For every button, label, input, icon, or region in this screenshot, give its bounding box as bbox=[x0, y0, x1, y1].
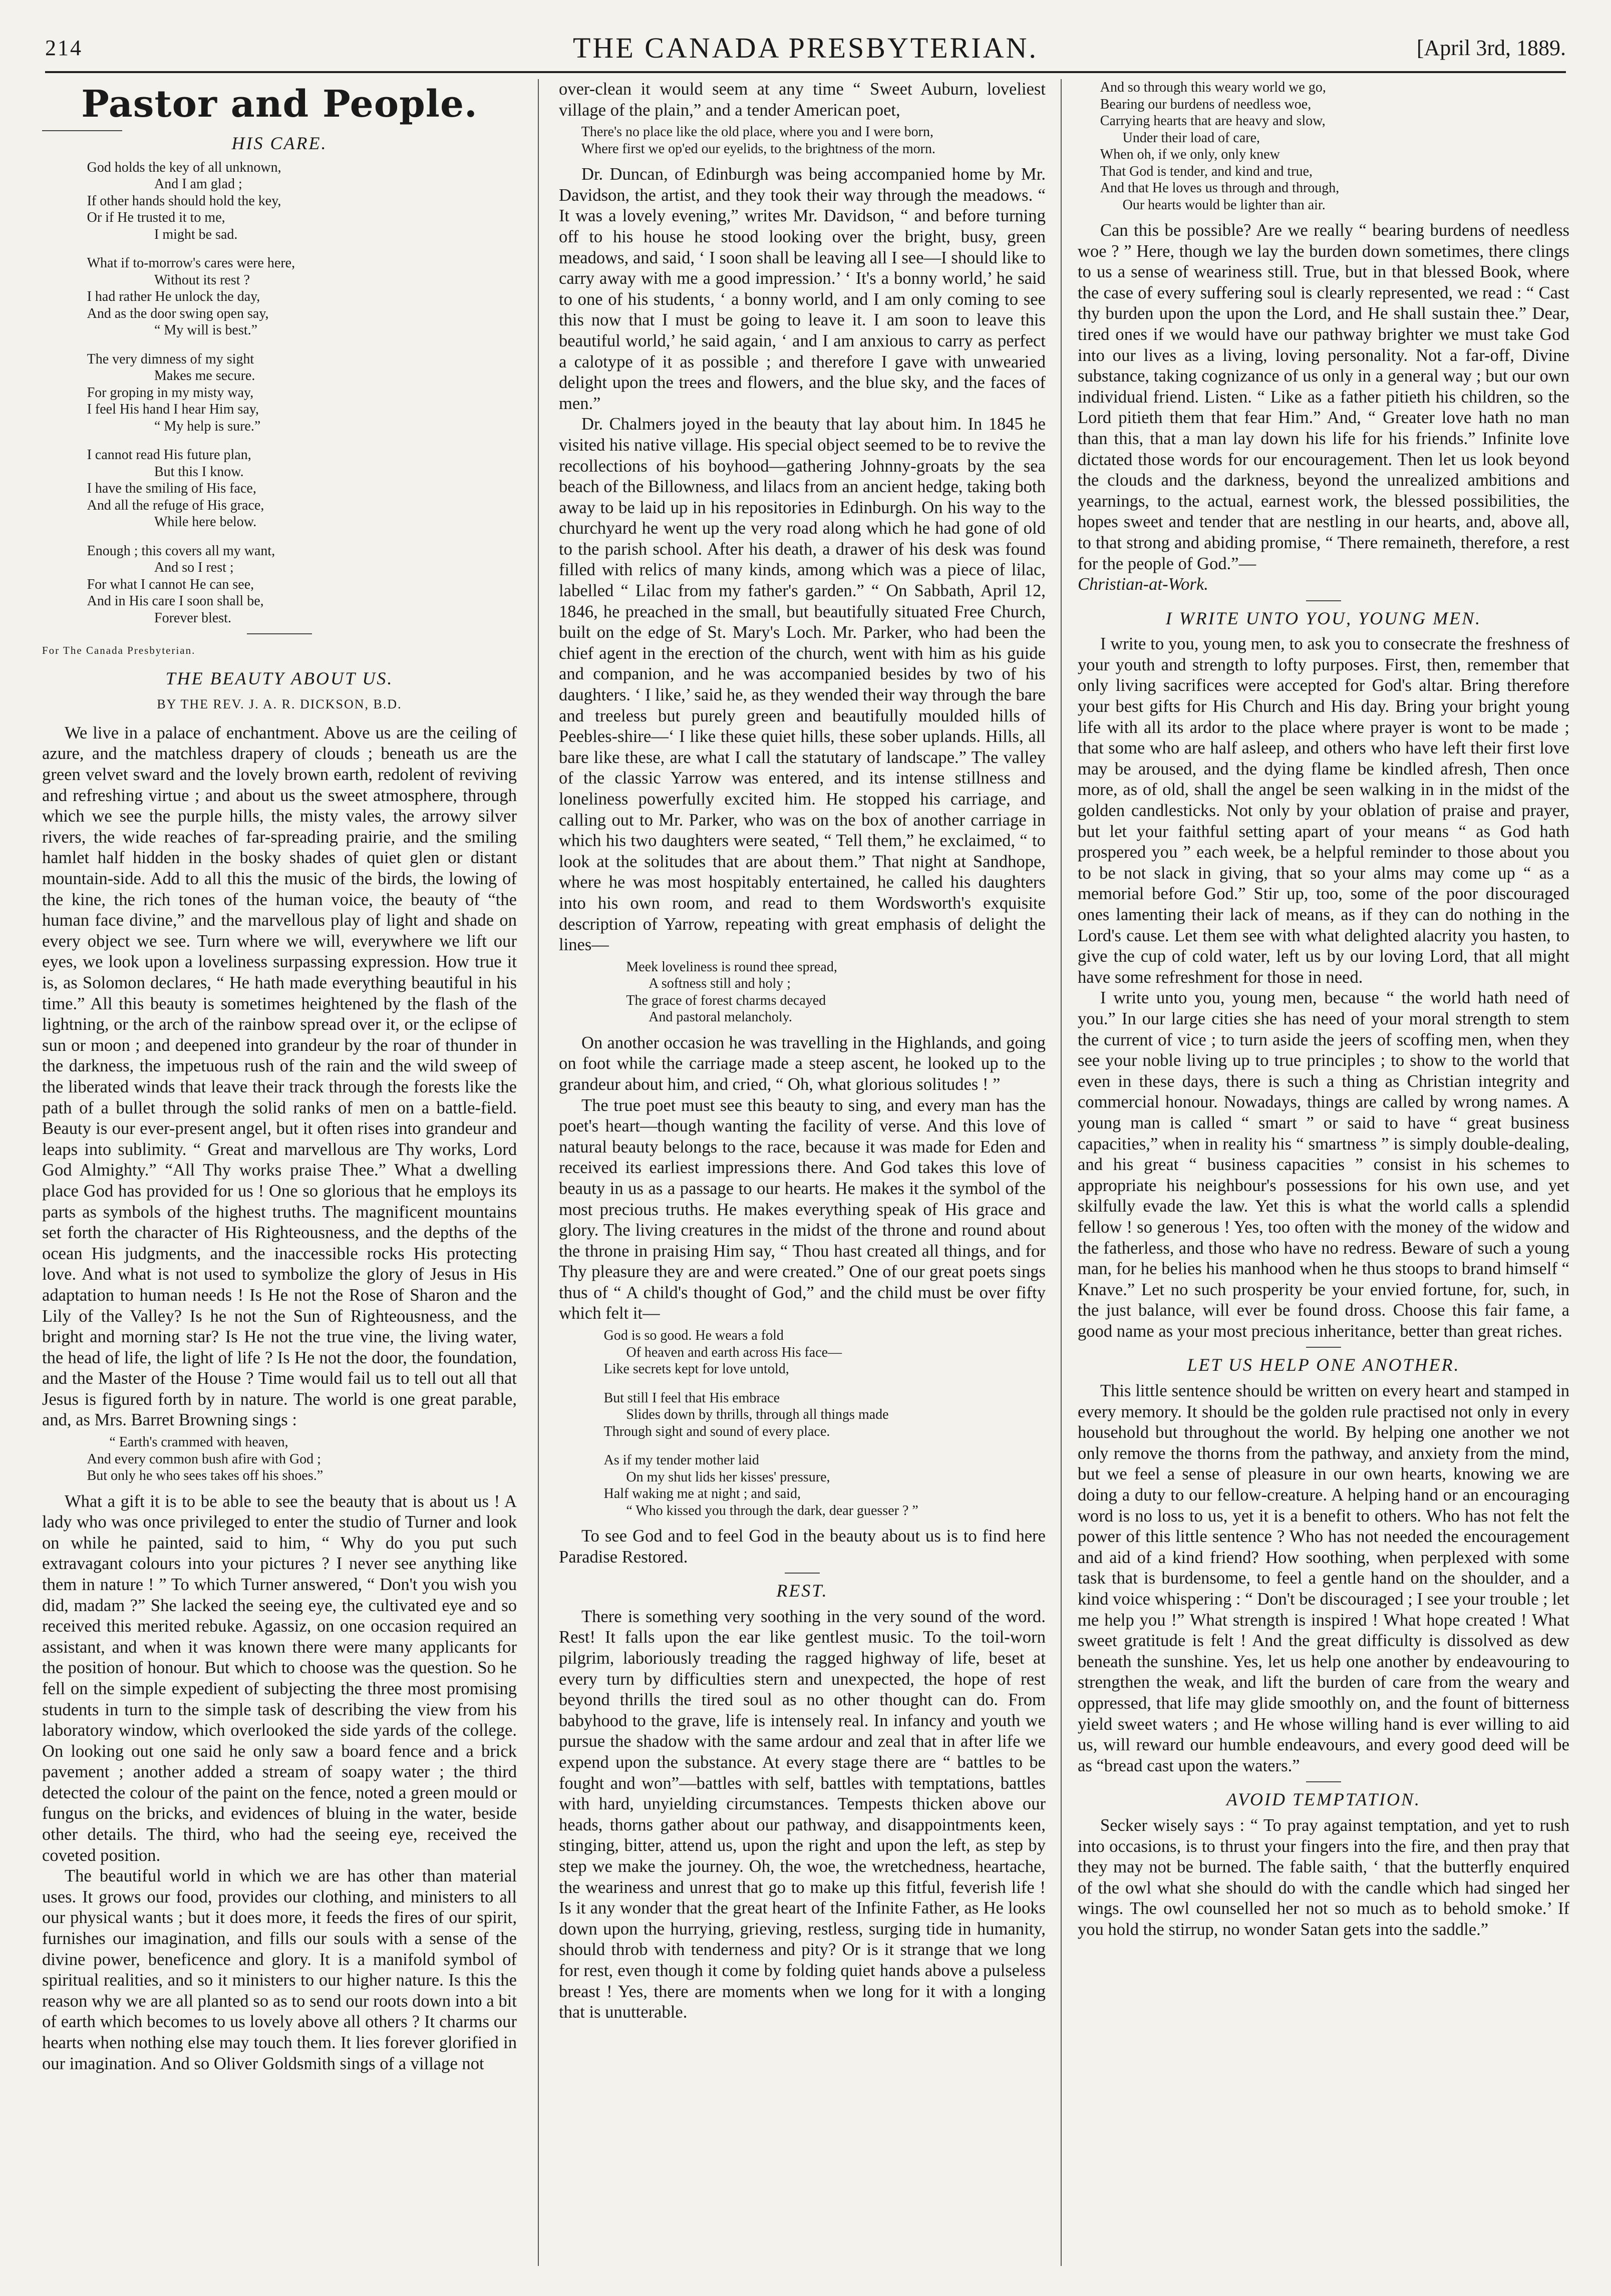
verse-line: Under their load of care, bbox=[1122, 130, 1260, 146]
verse-line: If other hands should hold the key, bbox=[87, 193, 281, 209]
article-title-his-care: HIS CARE. bbox=[231, 133, 328, 153]
verse-line: The grace of forest charms decayed bbox=[626, 992, 826, 1008]
verse-line: I might be sad. bbox=[154, 226, 238, 242]
verse-line: For what I cannot He can see, bbox=[87, 576, 254, 592]
verse-line: Carrying hearts that are heavy and slow, bbox=[1100, 113, 1326, 129]
page-number: 214 bbox=[45, 36, 83, 60]
verse-line: “ Who kissed you through the dark, dear guesser ? ” bbox=[626, 1502, 918, 1518]
verse-line: But only he who sees takes off his shoes.” bbox=[87, 1468, 324, 1484]
verse-line: But this I know. bbox=[154, 464, 244, 480]
verse-line: But still I feel that His embrace bbox=[603, 1390, 780, 1406]
verse-line: And in His care I soon shall be, bbox=[87, 593, 264, 609]
quote-yarrow bbox=[559, 959, 1046, 1026]
paragraph: over-clean it would seem at any time “ Sweet Auburn, loveliest village of the plain,” and a tender American poet, bbox=[559, 80, 1046, 120]
poem-his-care bbox=[42, 159, 517, 627]
column-1 bbox=[42, 79, 517, 2276]
paragraph: What a gift it is to be able to see the beauty that is about us ! A lady who was once privileged to enter the studio of Turner and look on while he painted, said to him, “ Why do you put such extravagant colours into your pictures ? I never see anything like them in nature ! ” To which Turner answered, “ Don't you wish you did, madam ?” She lacked the seeing eye, the cultivated eye and so received this merited rebuke. Agassiz, on one occasion required an assistant, and when it was known there were many applicants for the position of honour. But which to choose was the question. So he fell on the simple expedient of subjecting the three most promising students in turn to the simple task of describing the view from his laboratory window, which overlooked the side yards of the college. On looking out one said he only saw a board fence and a brick pavement ; another added a stream of soapy water ; the third detected the colour of the paint on the fence, noted a green mould or fungus on the bricks, and evidences of bluing in the water, beside other details. The third, who had the seeing eye, received the coveted position. bbox=[42, 1491, 517, 1865]
verse-line: I had rather He unlock the day, bbox=[87, 289, 260, 305]
paragraph: The beautiful world in which we are has other than material uses. It grows our food, provides our clothing, and ministers to all our physical wants ; but it does more, it feeds the fires of our spirit, furnishes our imagination, and fills our souls with a sense of the divine power, beneficence and glory. It is a manifold symbol of spiritual realities, and so it ministers to our higher nature. Is this the reason why we are all planted so as to send our roots down into a bit of earth which becomes to us lovely above all others ? It charms our hearts when nothing else may touch them. It lies forever glorified in our imagination. And so Oliver Goldsmith sings of a village not bbox=[42, 1866, 517, 2073]
verse-line: Without its rest ? bbox=[154, 272, 250, 288]
verse-line: Or if He trusted it to me, bbox=[87, 210, 225, 226]
divider bbox=[785, 1573, 820, 1574]
verse-line: Forever blest. bbox=[154, 610, 231, 626]
verse-line: And I am glad ; bbox=[154, 176, 242, 192]
article-title-rest: REST. bbox=[776, 1581, 828, 1601]
paragraph: This little sentence should be written on every heart and stamped in every memory. It should be the golden rule practised not only in every household but throughout the world. By helping one another we not only remove the thorns from the pathway, and anxiety from the mind, but we feel a sense of pleasure in our own hearts, knowing we are doing a duty to our fellow-creature. A helping hand or an encouraging word is no loss to us, yet it is a benefit to others. Who has not felt the power of this little sentence ? Who has not needed the encouragement and aid of a kind friend? How soothing, when perplexed with some task that is burdensome, to feel a gentle hand on the shoulder, and a kind voice whispering : “ Don't be discouraged ; I see your trouble ; let me help you !” What strength is inspired ! What hope created ! What sweet gratitude is felt ! And the great difficulty is dissolved as dew beneath the sunshine. Yes, let us help one another by endeavouring to strengthen the weak, and lift the burden of care from the weary and oppressed, that life may glide smoothly on, and the fount of bitterness yield sweet waters ; and He whose willing hand is ever willing to aid us, will reward our humble endeavours, and every good deed will be as “bread cast upon the waters.” bbox=[1078, 1381, 1569, 1775]
divider bbox=[1306, 1781, 1341, 1782]
header-rule bbox=[45, 71, 1566, 73]
verse-line: When oh, if we only, only knew bbox=[1100, 147, 1280, 162]
verse-line: Of heaven and earth across His face— bbox=[626, 1344, 842, 1360]
column-2 bbox=[559, 79, 1046, 2276]
article-title-young-men: I WRITE UNTO YOU, YOUNG MEN. bbox=[1165, 608, 1482, 628]
newspaper-title: THE CANADA PRESBYTERIAN. bbox=[573, 32, 1038, 64]
paragraph: To see God and to feel God in the beauty about us is to find here Paradise Restored. bbox=[559, 1526, 1046, 1567]
verse-line: Enough ; this covers all my want, bbox=[87, 543, 275, 559]
stanza-gap bbox=[42, 531, 517, 543]
verse-line: On my shut lids her kisses' pressure, bbox=[626, 1469, 830, 1485]
verse-line: God holds the key of all unknown, bbox=[87, 159, 281, 175]
verse-line: And so through this weary world we go, bbox=[1100, 80, 1326, 95]
verse-line: God is so good. He wears a fold bbox=[603, 1328, 784, 1344]
divider bbox=[247, 633, 312, 634]
verse-line: That God is tender, and kind and true, bbox=[1100, 163, 1313, 179]
issue-date: [April 3rd, 1889. bbox=[1416, 36, 1566, 60]
quote-browning bbox=[42, 1434, 517, 1484]
article-title-beauty: THE BEAUTY ABOUT US. bbox=[165, 668, 394, 688]
verse-line: Where first we op'ed our eyelids, to the brightness of the morn. bbox=[581, 141, 935, 157]
paragraph: I write to you, young men, to ask you to consecrate the freshness of your youth and strength to lofty purposes. First, then, remember that only living sacrifices were accepted for God's altar. Bring therefore your best gifts for His Church and His day. Bring your bright young life with all its ardor to the place where prayer is wont to be made ; that some who are half asleep, and others who have left their first love may be aroused, and the dying flame be kindled afresh, Then once more, as of old, shall the angel be seen walking in in the midst of the golden candlesticks. Not only by your oblation of praise and prayer, but let your faithful setting apart of your means “ as God hath prospered you ” each week, be a helpful reminder to those about you to be not slack in giving, that so your alms may come up “ as a memorial before God.” Stir up, too, some of the poor discouraged ones lamenting their lack of means, as if they can do nothing in the Lord's cause. Let them see with what delighted alacrity you hasten, to give the cup of cold water, left us by our loving Lord, that all might have some refreshment for those in need. bbox=[1078, 634, 1569, 987]
column-divider bbox=[538, 79, 539, 2266]
verse-line: Meek loveliness is round thee spread, bbox=[626, 959, 837, 975]
stanza-gap bbox=[42, 435, 517, 447]
verse-line: A softness still and holy ; bbox=[649, 976, 791, 992]
verse-line: For groping in my misty way, bbox=[87, 385, 254, 401]
paragraph: Secker wisely says : “ To pray against temptation, and yet to rush into occasions, is to thrust your fingers into the fire, and then pray that they may not be burned. The fable saith, ‘ that the butterfly enquired of the owl what she should do with the candle which had singed her wings. The owl counselled her not so much as to behold smoke.’ If you hold the stirrup, no wonder Satan gets into the saddle.” bbox=[1078, 1815, 1569, 1939]
stanza-gap bbox=[559, 1378, 1046, 1390]
verse-line: And pastoral melancholy. bbox=[649, 1009, 792, 1025]
stanza-gap bbox=[42, 339, 517, 351]
paragraph: On another occasion he was travelling in the Highlands, and going on foot while the carriage made a steep ascent, he looked up to the grandeur about him, and cried, “ Oh, what glorious solitudes ! ” bbox=[559, 1033, 1046, 1094]
quote-child-thought bbox=[559, 1327, 1046, 1519]
verse-line: “ My help is sure.” bbox=[154, 418, 261, 434]
paragraph: The true poet must see this beauty to sing, and every man has the poet's heart—though wanting the facility of verse. And this love of natural beauty belongs to the race, because it was made for Eden and received its earliest impressions there. And God takes this love of beauty in us as a passage to our hearts. He makes it the symbol of the most precious truths. He makes everything speak of His grace and glory. The living creatures in the midst of the throne and round about the throne in praising Him say, “ Thou hast created all things, and for Thy pleasure they are and were created.” One of our great poets sings thus of “ A child's thought of God,” and the child must be over fifty which felt it— bbox=[559, 1095, 1046, 1323]
paragraph: I write unto you, young men, because “ the world hath need of you.” In our large cities she has need of your moral strength to stem the current of vice ; to turn aside the jeers of scoffing men, when they see your noble living up to true principles ; to show to the world that even in these days, there is such a thing as Christian integrity and commercial honour. Nowadays, things are called by wrong names. A young man is called “ smart ” or said to have “ great business capacities,” when in reality his “ smartness ” is simply double-dealing, and his great “ business capacities ” consist in his schemes to appropriate his neighbour's possessions for his own use, and yet skilfully evade the law. Yet this is what the world calls a splendid fellow ! so generous ! Yes, too often with the money of the widow and the fatherless, and those who have no redress. Beware of such a young man, for he belies his manhood when he thus stoops to brand himself “ Knave.” Let no such prosperity be your envied fortune, for, such, in the just balance, will ever be found dross. Choose this fair fame, a good name as your most precious inheritance, better than great riches. bbox=[1078, 988, 1569, 1341]
verse-line: I have the smiling of His face, bbox=[87, 481, 256, 497]
quote-old-place bbox=[559, 124, 1046, 157]
verse-line: Slides down by thrills, through all things made bbox=[626, 1407, 889, 1423]
divider bbox=[1306, 600, 1341, 601]
verse-line: There's no place like the old place, where you and I were born, bbox=[581, 124, 933, 140]
page-header bbox=[45, 31, 1566, 71]
verse-line: What if to-morrow's cares were here, bbox=[87, 255, 295, 271]
verse-line: Makes me secure. bbox=[154, 368, 255, 384]
verse-line: As if my tender mother laid bbox=[603, 1452, 759, 1468]
article-title-help: LET US HELP ONE ANOTHER. bbox=[1187, 1355, 1460, 1375]
section-masthead: Pastor and People. bbox=[81, 83, 478, 126]
verse-line: I cannot read His future plan, bbox=[87, 447, 251, 463]
verse-line: And every common bush afire with God ; bbox=[87, 1451, 321, 1467]
verse-line: Like secrets kept for love untold, bbox=[603, 1361, 789, 1377]
paragraph: Can this be possible? Are we really “ bearing burdens of needless woe ? ” Here, though we lay the burden down sometimes, there clings to us a sense of weariness still. True, but in that blessed Book, where the case of every suffering soul is clearly represented, we read : “ Cast thy burden upon the upon the Lord, and He shall sustain thee.” Dear, tired ones if we would have our pathway brighter we must take God into our lives as a living, loving personality. Not a far-off, Divine substance, taking cognizance of us only in a general way ; but our own individual friend. Listen. “ Like as a father pitieth his children, so the Lord pitieth them that fear Him.” And, “ Greater love hath no man than this, that a man lay down his life for his friends.” Infinite love dictated those words for our encouragement. Then let us look beyond the clouds and the darkness, beyond the unrealized ambitions and yearnings, to the actual, earnest work, the blessed possibilities, the hopes sweet and tender that are nestling in our hearts, and, above all, to that strong and abiding promise, “ There remaineth, therefore, a rest for the people of God.”— bbox=[1078, 221, 1569, 573]
stanza-gap bbox=[559, 1440, 1046, 1452]
verse-line: The very dimness of my sight bbox=[87, 351, 254, 367]
paragraph: Dr. Chalmers joyed in the beauty that lay about him. In 1845 he visited his native village. His special object seemed to be to revive the recollections of his boyhood—gathering Johnny-groats by the sea beach of the Billowness, and lilacs from an ancient hedge, taking both away to be laid up in his repositories in Edinburgh. On his way to the churchyard he went up the very road along which he had gone of old to the parish school. After his death, a drawer of his desk was found filled with relics of many kinds, among which was a piece of lilac, labelled “ Lilac from my father's garden.” “ On Sabbath, April 12, 1846, he preached in the small, but beautifully situated Free Church, built on the edge of St. Mary's Loch. Mr. Parker, who had been the chief agent in the erection of the church, went with him as his guide and companion, and he was accompanied besides by two of his daughters. ‘ I like,’ said he, as they wended their way through the bare and treeless but purely green and beautifully moulded hills of Peebles-shire—‘ I like these quiet hills, these sober uplands. Hills, all bare like these, are what I call the statutary of landscape.” The valley of the classic Yarrow was entered, and its intense stillness and loneliness powerfully excited him. He stopped his carriage, and calling out to Mr. Parker, who was on the box of another carriage in which his two daughters were seated, “ Tell them,” he exclaimed, “ to look at the solitudes that are about them.” That night at Sandhope, where he was most hospitably entertained, he called his daughters into his own room, and read to them Wordsworth's exquisite description of Yarrow, repeating with great emphasis of delight the lines— bbox=[559, 415, 1046, 955]
byline: BY THE REV. J. A. R. DICKSON, B.D. bbox=[157, 697, 402, 712]
verse-line: And that He loves us through and through, bbox=[1100, 180, 1340, 196]
verse-line: And so I rest ; bbox=[154, 560, 234, 576]
divider bbox=[1306, 1347, 1341, 1348]
column-3 bbox=[1078, 79, 1569, 2276]
column-divider bbox=[1061, 79, 1062, 2266]
verse-line: Through sight and sound of every place. bbox=[603, 1423, 830, 1439]
verse-line: “ My will is best.” bbox=[154, 322, 258, 338]
verse-line: Bearing our burdens of needless woe, bbox=[1100, 96, 1312, 112]
source-credit: Christian-at-Work. bbox=[1078, 575, 1208, 594]
masthead-rule bbox=[42, 130, 122, 131]
verse-line: “ Earth's crammed with heaven, bbox=[109, 1434, 288, 1450]
verse-line: Our hearts would be lighter than air. bbox=[1122, 197, 1326, 213]
paragraph: We live in a palace of enchantment. Above us are the ceiling of azure, and the matchless drapery of clouds ; beneath us are the green velvet sward and the lovely brown earth, redolent of reviving and refreshing virtue ; and about us the sweet atmosphere, through which we see the purple hills, the misty vales, the arrowy silver rivers, the wide reaches of far-spreading prairie, and the smiling hamlet half hidden in the bosky shades of quiet glen or distant mountain-side. Add to all this the music of the birds, the lowing of the kine, the rich tones of the human voice, the beauty of “the human face divine,” and the marvellous play of light and shade on every object we see. Turn where we will, everywhere we lift our eyes, we look upon a loveliness surpassing expression. How true it is, as Solomon declares, “ He hath made everything beautiful in his time.” All this beauty is sometimes heightened by the flash of the lightning, or the arch of the rainbow spread over it, or the eclipse of sun or moon ; and deepened into grandeur by the roar of thunder in the darkness, the impetuous rush of the rain and the wild sweep of the liberated winds that leave their track through the forests like the path of a bullet through the solid ranks of men on a battle-field. Beauty is our ever-present angel, but it often rises into grandeur and leaps into sublimity. “ Great and marvellous are Thy works, Lord God Almighty.” “All Thy works praise Thee.” What a dwelling place God has provided for us ! One so glorious that he employs its parts as symbols of the highest truths. The magnificent mountains set forth the character of His Righteousness, and the depths of the ocean His judgments, and the inaccessible rocks His protecting love. And what is not used to symbolize the glory of Jesus in His adaptation to human needs ! Is He not the Rose of Sharon and the Lily of the Valley? Is he not the Sun of Righteousness, and the bright and morning star? Is He not the true vine, the living water, the head of life, the light of life ? Is He not the door, the foundation, and the Master of the House ? Time would fail us to tell out all that Jesus is figured forth by in nature. The world is one great parable, and, as Mrs. Barret Browning sings : bbox=[42, 723, 517, 1430]
paragraph: Dr. Duncan, of Edinburgh was being accompanied home by Mr. Davidson, the artist, and they took their way through the meadows. “ It was a lovely evening,” writes Mr. Davidson, “ and before turning off to his house he stood looking over the bright, busy, green meadows, and said, ‘ I soon shall be leaving all I see—I should like to carry away with me a good impression.’ ‘ It's a bonny world,’ he said to one of his students, ‘ a bonny world, and I am only coming to see this now that I must be going to leave it. I am soon to leave this beautiful world,’ he said again, ‘ and I am anxious to carry as perfect a calotype of it as possible ; and therefore I gave with unwearied delight upon the trees and flowers, and the blue sky, and the faces of men.” bbox=[559, 165, 1046, 413]
for-line: For The Canada Presbyterian. bbox=[42, 644, 196, 657]
stanza-gap bbox=[42, 243, 517, 255]
verse-line: And all the refuge of His grace, bbox=[87, 497, 264, 513]
verse-line: And as the door swing open say, bbox=[87, 305, 269, 321]
verse-line: While here below. bbox=[154, 514, 257, 530]
verse-line: Half waking me at night ; and said, bbox=[603, 1486, 801, 1502]
verse-line: I feel His hand I hear Him say, bbox=[87, 402, 259, 418]
paragraph: There is something very soothing in the very sound of the word. Rest! It falls upon the ear like gentlest music. To the toil-worn pilgrim, laboriously treading the ragged highway of life, beset at every turn by difficulties stern and unexpected, the hope of rest beyond thrills the tired soul as no other thought can do. From babyhood to the grave, life is intensely real. In infancy and youth we pursue the shadow with the same ardour and zeal that in after life we expend upon the substance. At every stage there are “ battles to be fought and won”—battles with self, battles with temptations, battles with hard, unyielding circumstances. Tempests thicken above our heads, thorns gather about our pathway, and disappointments keen, stinging, bitter, attend us, upon the right and upon the left, as step by step we make the journey. Oh, the woe, the wretchedness, heartache, the weariness and unrest that go to make up this fitful, feverish life ! Is it any wonder that the great heart of the Infinite Father, as He looks down upon the hurrying, grieving, restless, surging tide in humanity, should throb with tenderness and pity? Or is it strange that we long for rest, even though it come by folding quiet hands above a pulseless breast ! Yes, there are moments when we long for it with a longing that is unutterable. bbox=[559, 1607, 1046, 2022]
article-title-temptation: AVOID TEMPTATION. bbox=[1226, 1789, 1421, 1810]
quote-weary-world bbox=[1078, 79, 1569, 213]
